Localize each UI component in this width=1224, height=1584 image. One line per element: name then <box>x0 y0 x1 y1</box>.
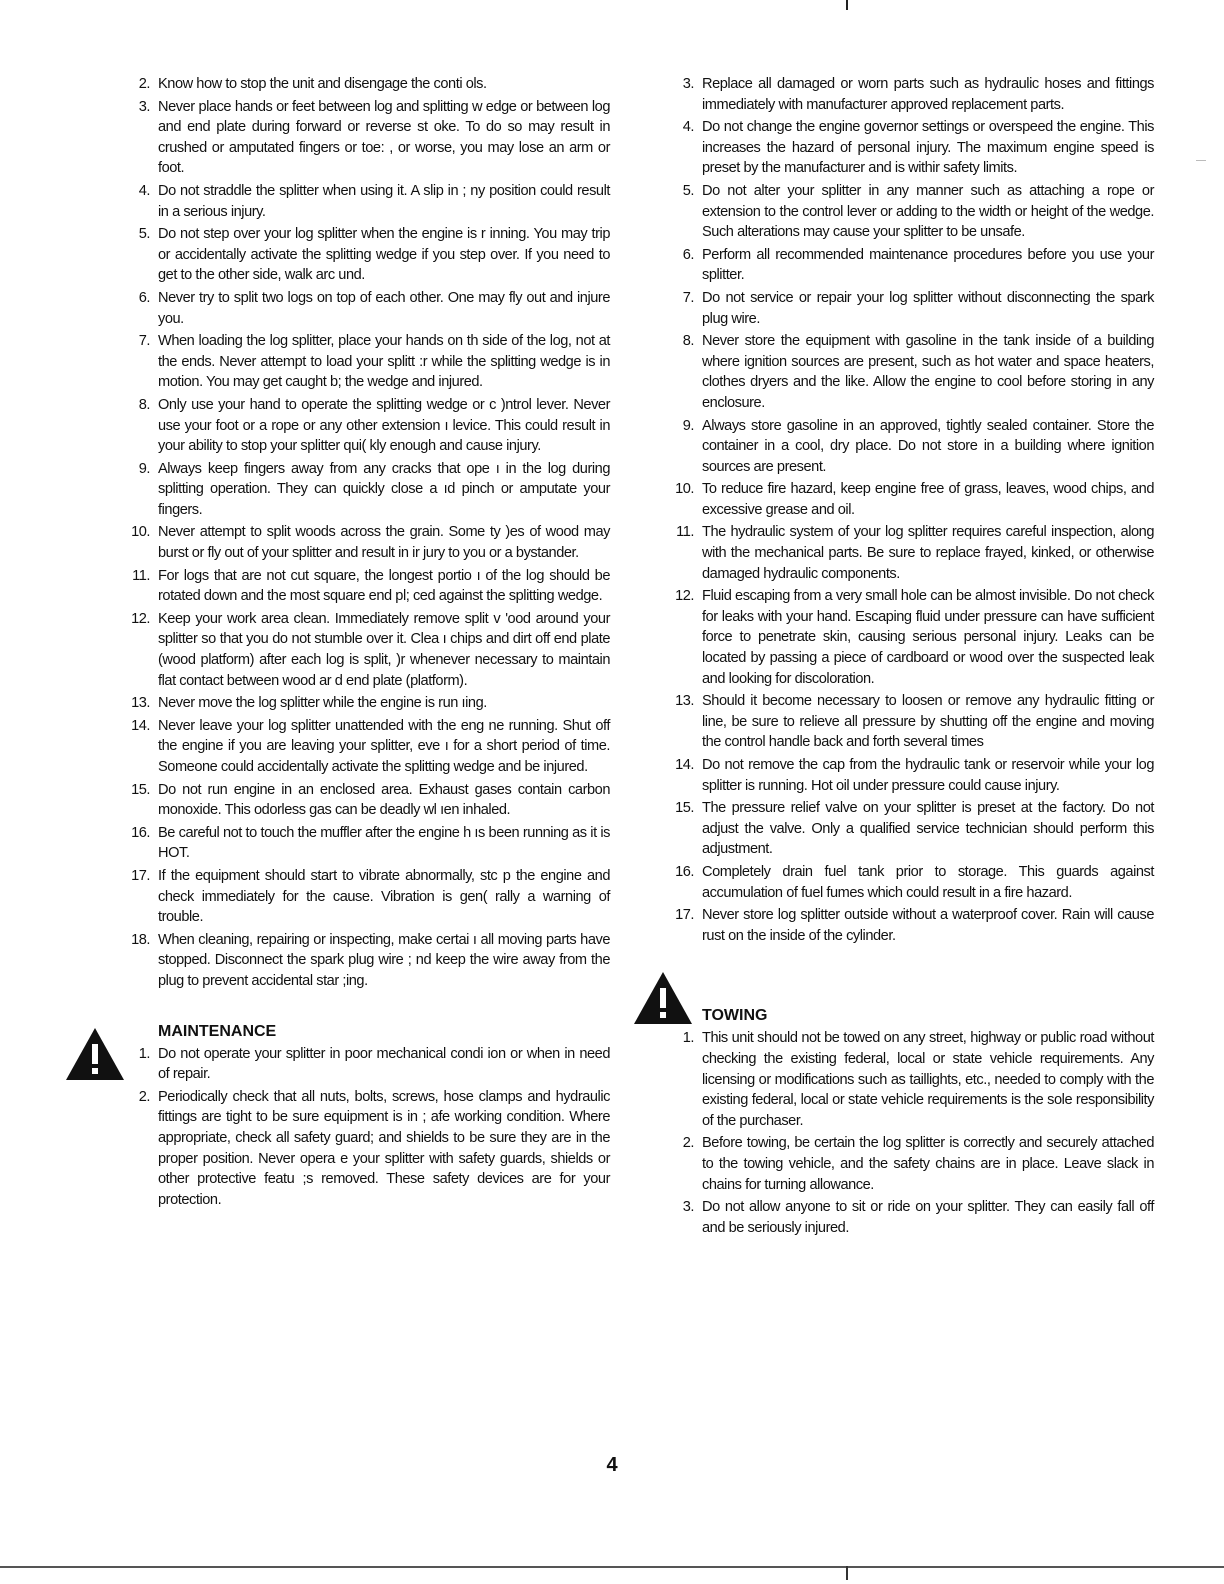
item-number: 2. <box>138 76 150 92</box>
item-text: Before towing, be certain the log splitter is correctly and securely attached to the towing vehicle, and the safety chains are in place. Leave slack in chains for turning allowance. <box>702 1135 1154 1193</box>
item-text: Never leave your log splitter unattended with the eng ne running. Shut off the engine if you are leaving your splitter, eve ı for a short period of time. Someone could accidentally activate the splitting wedge and be injured. <box>158 717 610 775</box>
item-text: Do not allow anyone to sit or ride on your splitter. They can easily fall off and be seriously injured. <box>702 1199 1154 1236</box>
list-item <box>664 416 1154 478</box>
item-number: 7. <box>138 333 150 350</box>
item-number: 5. <box>682 182 694 199</box>
item-text: Do not step over your log splitter when the engine is r inning. You may trip or accidentally activate the splitting wedge if you step over. If you need to get to the other side, walk arc und. <box>158 226 610 284</box>
item-text: When cleaning, repairing or inspecting, make certai ı all moving parts have stopped. Disconnect the spark plug wire ; nd keep the wire away from the plug to prevent accidental star ;ing. <box>158 931 610 989</box>
item-text: Be careful not to touch the muffler after the engine h ıs been running as it is HOT. <box>158 824 610 862</box>
item-number: 10. <box>675 481 694 498</box>
item-number: 4. <box>138 182 150 199</box>
list-item <box>120 288 610 329</box>
item-number: 7. <box>682 289 694 306</box>
list-item <box>664 691 1154 753</box>
item-text: Never store log splitter outside without a waterproof cover. Rain will cause rust on the inside of the cylinder. <box>702 907 1154 944</box>
list-item <box>120 181 610 222</box>
item-number: 15. <box>675 800 694 817</box>
item-text: Keep your work area clean. Immediately remove split v 'ood around your splitter so that you do not stumble over it. Clea ı chips and dirt off end plate (wood platform) after each log is split, )r whenever necessary to maintain flat contact between wood ar d end plate (platform). <box>158 610 610 689</box>
list-item <box>664 755 1154 796</box>
item-text: If the equipment should start to vibrate abnormally, stc p the engine and check immediately for the cause. Vibration is gen( rally a warning of trouble. <box>158 867 610 926</box>
crop-mark <box>846 1566 848 1580</box>
item-text: Completely drain fuel tank prior to storage. This guards against accumulation of fuel fumes which could result in a fire hazard. <box>702 863 1154 901</box>
warning-triangle-icon <box>632 970 694 1026</box>
list-item <box>664 862 1154 903</box>
list-item <box>120 224 610 286</box>
item-number: 14. <box>131 717 150 734</box>
item-number: 18. <box>131 931 150 948</box>
item-number: 12. <box>131 610 150 627</box>
item-number: 1. <box>682 1030 694 1047</box>
item-number: 3. <box>682 1199 694 1216</box>
list-item <box>664 479 1154 520</box>
item-text: Never move the log splitter while the engine is run ıing. <box>158 695 487 712</box>
item-number: 13. <box>131 695 150 712</box>
item-number: 11. <box>676 524 694 541</box>
item-number: 16. <box>675 863 694 880</box>
item-text: Always keep fingers away from any cracks that ope ı in the log during splitting operation. They can quickly close a ıd pinch or amputate your fingers. <box>158 460 610 518</box>
item-number: 16. <box>131 824 150 841</box>
item-number: 2. <box>138 1088 150 1105</box>
item-text: Fluid escaping from a very small hole can be almost invisible. Do not check for leaks with your hand. Escaping fluid under pressure can have sufficient force to penetrate skin, causing serious personal injury. Leaks can be located by passing a piece of cardboard or wood over the suspected leak and looking for discoloration. <box>702 588 1154 687</box>
item-text: This unit should not be towed on any street, highway or public road without checking the existing federal, local or state vehicle requirements. Any licensing or modifications such as taillights, etc., needed to comply with the existing federal, local or state vehicle requirements is the sole responsibility of the purchaser. <box>702 1030 1154 1129</box>
list-item <box>120 823 610 864</box>
item-number: 5. <box>138 226 150 243</box>
safety-list-right <box>664 74 1154 946</box>
scan-speck <box>1196 160 1206 161</box>
item-number: 13. <box>675 693 694 710</box>
list-item <box>664 288 1154 329</box>
item-number: 17. <box>131 867 150 884</box>
bottom-rule <box>0 1566 1224 1568</box>
list-item <box>664 905 1154 946</box>
list-item <box>664 245 1154 286</box>
page-number: 4 <box>606 1454 618 1476</box>
item-number: 6. <box>138 289 150 306</box>
item-text: Always store gasoline in an approved, tightly sealed container. Store the container in a cool, dry place. Do not store in a building where ignition sources are present. <box>702 417 1154 475</box>
list-item <box>120 522 610 563</box>
list-item <box>664 1028 1154 1131</box>
item-text: Do not operate your splitter in poor mechanical condi ion or when in need of repair. <box>158 1045 610 1083</box>
item-text: Do not remove the cap from the hydraulic tank or reservoir while your log splitter is running. Hot oil under pressure could cause injury. <box>702 757 1154 794</box>
item-number: 9. <box>138 460 150 477</box>
list-item <box>120 459 610 521</box>
item-text: Do not run engine in an enclosed area. Exhaust gases contain carbon monoxide. This odorless gas can be deadly wl ıen inhaled. <box>158 781 610 819</box>
item-text: Do not alter your splitter in any manner such as attaching a rope or extension to the control lever or adding to the width or height of the wedge. Such alterations may cause your splitter to be unsafe. <box>702 182 1154 241</box>
list-item <box>664 586 1154 689</box>
item-text: To reduce fire hazard, keep engine free of grass, leaves, wood chips, and excessive grease and oil. <box>702 481 1154 518</box>
item-text: Do not change the engine governor settings or overspeed the engine. This increases the hazard of personal injury. The maximum engine speed is preset by the manufacturer and is withir safety limits. <box>702 119 1154 177</box>
item-number: 8. <box>138 396 150 413</box>
list-item <box>120 609 610 691</box>
item-text: The hydraulic system of your log splitter requires careful inspection, along with the mechanical parts. Be sure to replace frayed, kinked, or otherwise damaged hydraulic components. <box>702 524 1154 582</box>
item-number: 11. <box>132 567 150 584</box>
item-number: 12. <box>675 588 694 605</box>
towing-section <box>664 1006 1154 1238</box>
list-item <box>664 1197 1154 1238</box>
list-item <box>120 1044 610 1085</box>
item-text: Should it become necessary to loosen or remove any hydraulic fitting or line, be sure to relieve all pressure by shutting off the engine and moving the control handle back and forth several times <box>702 693 1154 751</box>
list-item <box>664 74 1154 115</box>
item-text: When loading the log splitter, place your hands on th side of the log, not at the ends. Never attempt to load your splitt :r while the splitting wedge is in motion. You may get caught b; the wedge and injured. <box>158 333 610 391</box>
item-text: Know how to stop the unit and disengage the conti ols. <box>158 76 487 92</box>
safety-list-left <box>120 74 610 992</box>
list-item <box>120 780 610 821</box>
list-item <box>120 395 610 457</box>
right-column <box>664 74 1154 1240</box>
item-text: The pressure relief valve on your splitter is preset at the factory. Do not adjust the valve. Only a qualified service technician should perform this adjustment. <box>702 800 1154 858</box>
item-number: 3. <box>138 98 150 115</box>
item-number: 17. <box>675 907 694 924</box>
left-column <box>120 74 610 1212</box>
towing-heading: TOWING <box>702 1007 768 1025</box>
list-item <box>120 331 610 393</box>
list-item <box>664 798 1154 860</box>
list-item <box>120 716 610 778</box>
item-number: 2. <box>682 1135 694 1152</box>
list-item <box>120 74 610 95</box>
item-text: Periodically check that all nuts, bolts, screws, hose clamps and hydraulic fittings are tight to be sure equipment is in ; afe working condition. Where appropriate, check all safety guard; and shields to be sure they are in the proper position. Never opera e your splitter with safety guards, shields or other protective featu ;s removed. These safety devices are for your protection. <box>158 1088 610 1208</box>
item-number: 1. <box>138 1045 150 1062</box>
item-text: For logs that are not cut square, the longest portio ı of the log should be rotated down and the most square end pl; ced against the splitting wedge. <box>158 567 610 605</box>
list-item <box>120 930 610 992</box>
item-number: 4. <box>682 119 694 136</box>
item-text: Never try to split two logs on top of each other. One may fly out and injure you. <box>158 289 610 327</box>
item-text: Do not service or repair your log splitter without disconnecting the spark plug wire. <box>702 289 1154 327</box>
maintenance-list <box>120 1044 610 1211</box>
item-number: 14. <box>675 757 694 773</box>
list-item <box>120 566 610 607</box>
item-text: Never place hands or feet between log and splitting w edge or between log and end plate during forward or reverse st oke. To do so may result in crushed or amputated fingers or toe: , or worse, you may lose an arm or foot. <box>158 98 610 177</box>
crop-mark <box>846 0 848 10</box>
list-item <box>120 97 610 179</box>
item-text: Replace all damaged or worn parts such as hydraulic hoses and fittings immediately with manufacturer approved replacement parts. <box>702 76 1154 113</box>
item-text: Never attempt to split woods across the grain. Some ty )es of wood may burst or fly out of your splitter and result in ir jury to you or a bystander. <box>158 524 610 562</box>
towing-list <box>664 1028 1154 1238</box>
list-item <box>664 331 1154 413</box>
item-text: Do not straddle the splitter when using it. A slip in ; ny position could result in a serious injury. <box>158 182 610 220</box>
list-item <box>120 1087 610 1211</box>
maintenance-section <box>120 1022 610 1211</box>
list-item <box>664 522 1154 584</box>
item-number: 8. <box>682 333 694 350</box>
list-item <box>664 117 1154 179</box>
item-number: 6. <box>682 246 694 263</box>
warning-triangle-icon <box>64 1026 126 1082</box>
list-item <box>120 866 610 928</box>
list-item <box>664 181 1154 243</box>
item-number: 15. <box>131 781 150 798</box>
item-text: Only use your hand to operate the splitting wedge or c )ntrol lever. Never use your foot or a rope or any other extension ı levice. This could result in your ability to stop your splitter qui( kly enough and cause injury. <box>158 396 610 455</box>
item-number: 9. <box>682 417 694 434</box>
item-text: Perform all recommended maintenance procedures before you use your splitter. <box>702 246 1154 284</box>
item-number: 3. <box>682 76 694 92</box>
list-item <box>120 693 610 714</box>
list-item <box>664 1133 1154 1195</box>
maintenance-heading: MAINTENANCE <box>158 1022 277 1040</box>
item-text: Never store the equipment with gasoline in the tank inside of a building where ignition sources are present, such as hot water and space heaters, clothes dryers and the like. Allow the engine to cool before storing in any enclosure. <box>702 333 1154 411</box>
item-number: 10. <box>131 524 150 541</box>
